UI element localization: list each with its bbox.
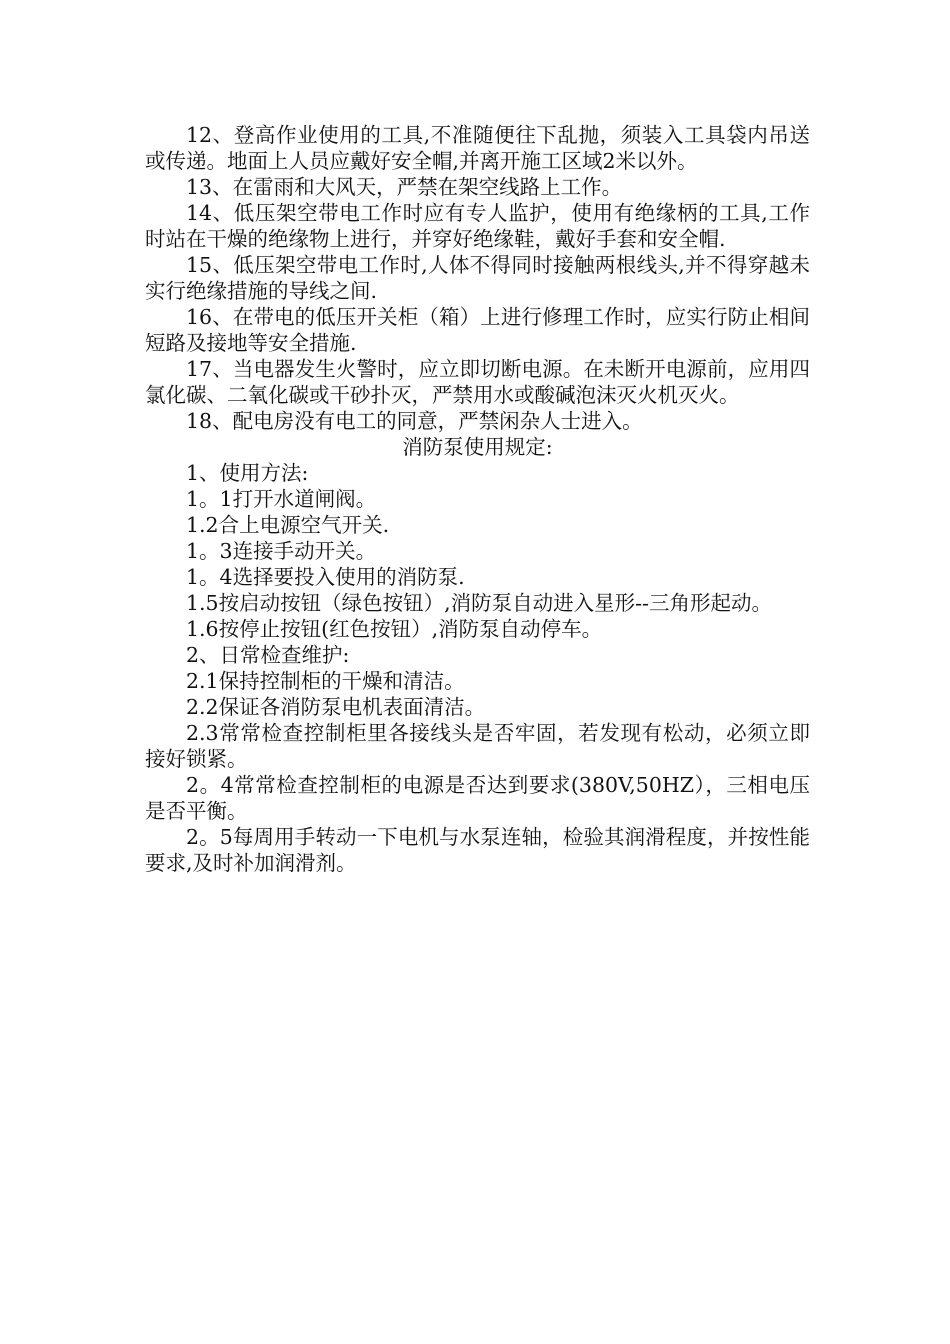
step-2-2: 2.2保证各消防泵电机表面清洁。 [186,695,486,719]
paragraph-rule-17: 17、当电器发生火警时，应立即切断电源。在未断开电源前，应用四氯化碳、二氧化碳或干砂扑灭，严禁用水或酸碱泡沫灭火机灭火。 [145,357,810,407]
paragraph-rule-14: 14、低压架空带电工作时应有专人监护，使用有绝缘柄的工具,工作时站在干燥的绝缘物上进行，并穿好绝缘鞋，戴好手套和安全帽. [145,201,810,251]
step-1-3: 1。3连接手动开关。 [186,539,377,563]
paragraph-rule-18: 18、配电房没有电工的同意，严禁闲杂人士进入。 [186,409,643,433]
step-2-1: 2.1保持控制柜的干燥和清洁。 [186,669,465,693]
paragraph-rule-15: 15、低压架空带电工作时,人体不得同时接触两根线头,并不得穿越未实行绝缘措施的导线之间. [145,253,810,303]
paragraph-rule-12: 12、登高作业使用的工具,不准随便往下乱抛，须装入工具袋内吊送或传递。地面上人员应戴好安全帽,并离开施工区域2米以外。 [145,123,810,173]
step-1-4: 1。4选择要投入使用的消防泵. [186,565,465,589]
heading-usage-method: 1、使用方法: [186,461,309,485]
step-1-2: 1.2合上电源空气开关. [186,513,390,537]
step-2-3: 2.3常常检查控制柜里各接线头是否牢固，若发现有松动，必须立即接好锁紧。 [145,721,810,771]
section-title: 消防泵使用规定: [402,435,553,459]
step-2-5: 2。5每周用手转动一下电机与水泵连轴，检验其润滑程度，并按性能要求,及时补加润滑剂。 [145,825,810,875]
document-page [145,122,810,876]
step-1-5: 1.5按启动按钮（绿色按钮）,消防泵自动进入星形--三角形起动。 [186,591,772,615]
step-1-6: 1.6按停止按钮(红色按钮）,消防泵自动停车。 [186,617,603,641]
heading-daily-maintenance: 2、日常检查维护: [186,643,350,667]
step-1-1: 1。1打开水道闸阀。 [186,487,377,511]
step-2-4: 2。4常常检查控制柜的电源是否达到要求(380V,50HZ），三相电压是否平衡。 [145,773,810,823]
paragraph-rule-13: 13、在雷雨和大风天，严禁在架空线路上工作。 [186,175,623,199]
paragraph-rule-16: 16、在带电的低压开关柜（箱）上进行修理工作时，应实行防止相间短路及接地等安全措施. [145,305,810,355]
